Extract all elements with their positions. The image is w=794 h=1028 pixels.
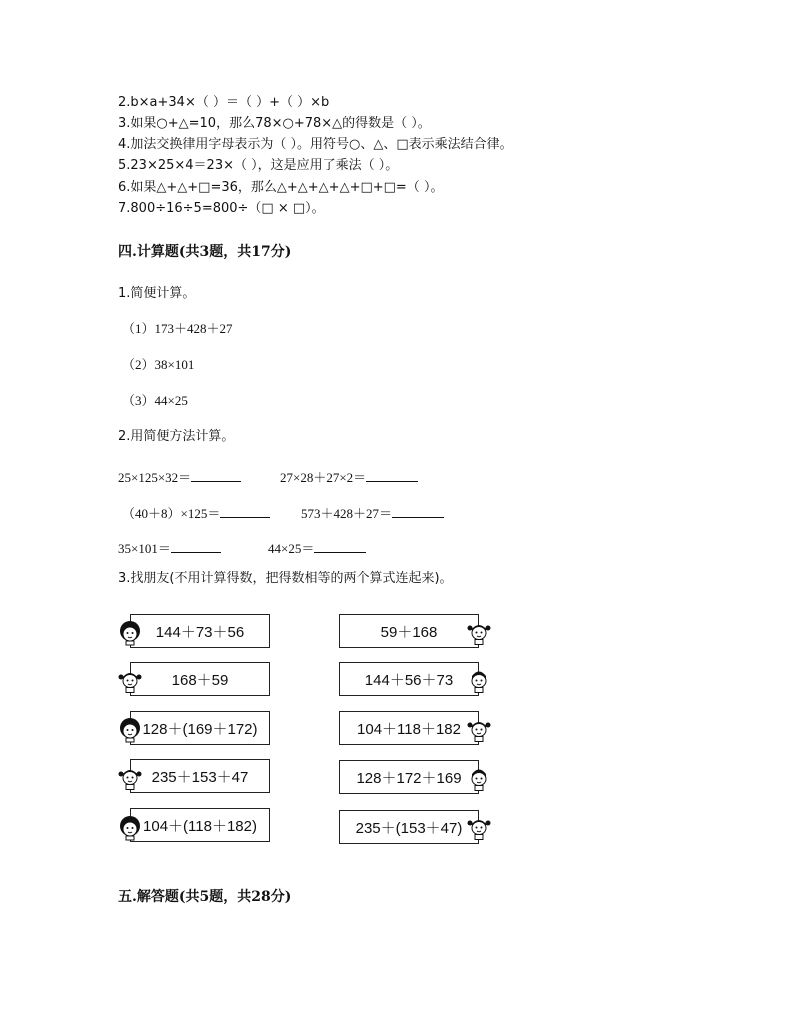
q2-expression — [268, 538, 366, 557]
child-icon — [467, 717, 491, 743]
match-expression: 168＋59 — [171, 671, 229, 689]
match-left-box[interactable] — [130, 808, 270, 842]
match-right-box[interactable] — [339, 810, 479, 844]
match-right-box[interactable] — [339, 614, 479, 648]
match-left-box[interactable] — [130, 614, 270, 648]
q2-expr-text: 573＋428＋27＝ — [301, 506, 393, 521]
match-expression: 128＋172＋169 — [356, 769, 462, 787]
answer-blank[interactable] — [392, 503, 444, 518]
match-left-box[interactable] — [130, 711, 270, 745]
q2-expression — [280, 467, 418, 486]
section-5-title: 五.解答题(共5题，共28分) — [118, 889, 292, 905]
q1-item-3: （3）44×25 — [122, 393, 188, 408]
answer-blank[interactable] — [314, 538, 366, 553]
question-3: 3.如果○+△=10，那么78×○+78×△的得数是（ ）。 — [118, 116, 431, 131]
match-expression: 235＋(153＋47) — [355, 819, 463, 837]
q1-title: 1.简便计算。 — [118, 286, 196, 301]
match-expression: 104＋(118＋182) — [143, 817, 257, 835]
match-right-box[interactable] — [339, 760, 479, 794]
q2-expr-text: 27×28＋27×2＝ — [280, 470, 367, 485]
child-icon — [467, 815, 491, 841]
q2-expression — [301, 503, 444, 522]
question-2: 2.b×a+34×（ ）＝（ ）+（ ）×b — [118, 95, 330, 110]
question-7: 7.800÷16÷5=800÷（□ × □）。 — [118, 201, 325, 216]
match-expression: 128＋(169＋172) — [142, 720, 258, 738]
match-expression: 104＋118＋182 — [357, 720, 461, 738]
q2-expr-text: 44×25＝ — [268, 541, 315, 556]
match-expression: 144＋56＋73 — [364, 671, 454, 689]
answer-blank[interactable] — [366, 467, 418, 482]
match-expression: 144＋73＋56 — [155, 623, 245, 641]
q2-expr-text: 25×125×32＝ — [118, 470, 192, 485]
match-expression: 59＋168 — [380, 623, 438, 641]
child-icon — [467, 620, 491, 646]
q1-item-1: （1）173＋428＋27 — [122, 321, 233, 336]
child-icon — [118, 717, 142, 743]
q2-expression — [122, 503, 270, 522]
child-icon — [118, 815, 142, 841]
answer-blank[interactable] — [220, 503, 270, 518]
match-right-box[interactable] — [339, 662, 479, 696]
child-icon — [118, 765, 142, 791]
question-6: 6.如果△+△+□=36，那么△+△+△+△+□+□=（ ）。 — [118, 180, 444, 195]
q1-item-2: （2）38×101 — [122, 357, 195, 372]
answer-blank[interactable] — [191, 467, 241, 482]
q2-expression — [118, 467, 241, 486]
q2-expr-text: （40＋8）×125＝ — [122, 506, 221, 521]
q2-expr-text: 35×101＝ — [118, 541, 171, 556]
question-5: 5.23×25×4＝23×（ ），这是应用了乘法（ ）。 — [118, 158, 399, 173]
match-right-box[interactable] — [339, 711, 479, 745]
match-left-box[interactable] — [130, 662, 270, 696]
child-icon — [467, 668, 491, 694]
q2-title: 2.用简便方法计算。 — [118, 429, 235, 444]
q2-expression — [118, 538, 221, 557]
child-icon — [467, 766, 491, 792]
q3-title: 3.找朋友(不用计算得数，把得数相等的两个算式连起来)。 — [118, 571, 453, 586]
child-icon — [118, 668, 142, 694]
match-expression: 235＋153＋47 — [151, 768, 249, 786]
section-4-title: 四.计算题(共3题，共17分) — [118, 244, 292, 260]
question-4: 4.加法交换律用字母表示为（ ）。用符号○、△、□表示乘法结合律。 — [118, 137, 513, 152]
match-left-box[interactable] — [130, 759, 270, 793]
answer-blank[interactable] — [171, 538, 221, 553]
child-icon — [118, 620, 142, 646]
